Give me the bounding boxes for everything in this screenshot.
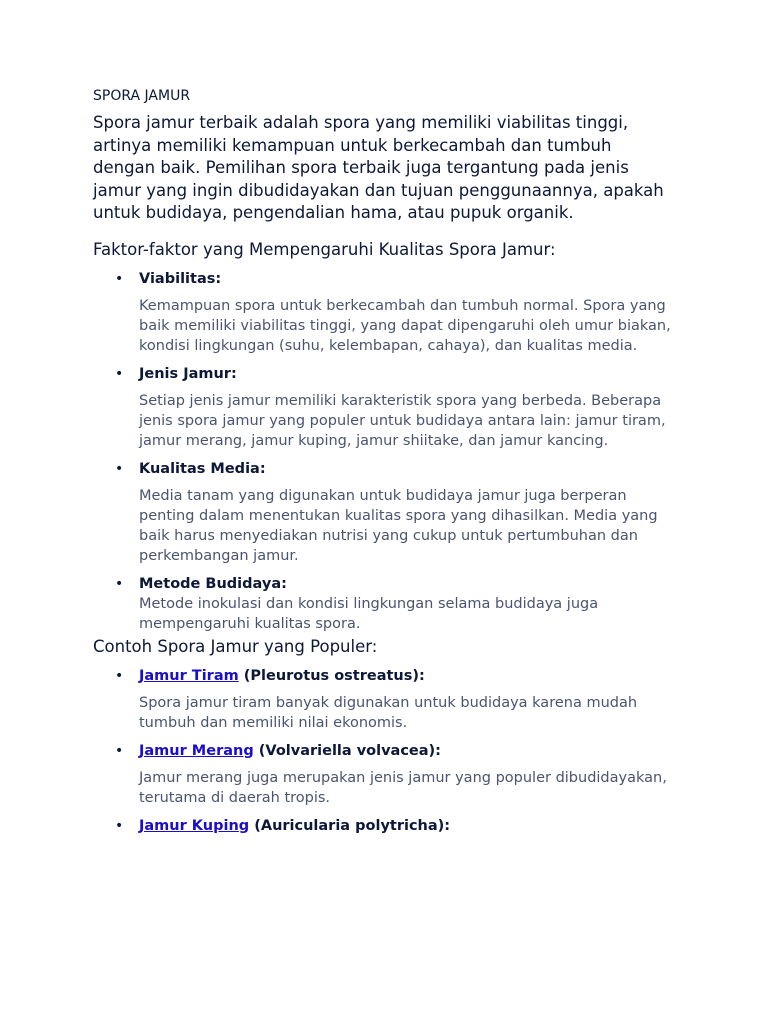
list-item: [93, 459, 673, 566]
examples-heading: Contoh Spora Jamur yang Populer:: [93, 636, 378, 656]
list-item: [93, 269, 673, 356]
factor-title: Kualitas Media:: [139, 460, 266, 477]
bullet-icon: •: [115, 742, 124, 759]
example-description: Jamur merang juga merupakan jenis jamur yang populer dibudidayakan, terutama di daerah tropis.: [139, 769, 667, 806]
factor-description: Kemampuan spora untuk berkecambah dan tumbuh normal. Spora yang baik memiliki viabilitas tinggi, yang dapat dipengaruhi oleh umur biakan, kondisi lingkungan (suhu, kelembapan, cahaya), dan kualitas media.: [139, 297, 671, 354]
factor-title: Viabilitas:: [139, 270, 222, 287]
list-item: [93, 741, 673, 808]
jamur-merang-link[interactable]: Jamur Merang: [139, 742, 254, 759]
example-title: [139, 741, 673, 761]
list-item: [93, 666, 673, 733]
example-description: Spora jamur tiram banyak digunakan untuk budidaya karena mudah tumbuh dan memiliki nilai ekonomis.: [139, 694, 638, 731]
list-item: [93, 574, 673, 634]
bullet-icon: •: [115, 270, 124, 287]
bullet-icon: •: [115, 365, 124, 382]
list-item: [93, 816, 673, 836]
bullet-icon: •: [115, 575, 124, 592]
latin-name: (Volvariella volvacea):: [253, 742, 441, 759]
bullet-icon: •: [115, 460, 124, 477]
list-item: [93, 364, 673, 451]
latin-name: (Pleurotus ostreatus):: [238, 667, 425, 684]
bullet-icon: •: [115, 667, 124, 684]
page-title: SPORA JAMUR: [93, 88, 191, 104]
jamur-tiram-link[interactable]: Jamur Tiram: [139, 667, 239, 684]
factor-description: Media tanam yang digunakan untuk budidaya jamur juga berperan penting dalam menentukan kualitas spora yang dihasilkan. Media yang baik harus menyediakan nutrisi yang cukup untuk pertumbuhan dan perkembangan jamur.: [139, 487, 658, 564]
document-page: [93, 86, 673, 836]
bullet-icon: •: [115, 817, 124, 834]
examples-list: [93, 666, 673, 836]
factor-title: Metode Budidaya:: [139, 575, 287, 592]
intro-paragraph: Spora jamur terbaik adalah spora yang memiliki viabilitas tinggi, artinya memiliki kemampuan untuk berkecambah dan tumbuh dengan baik. Pemilihan spora terbaik juga tergantung pada jenis jamur yang ingin dibudidayakan dan tujuan penggunaannya, apakah untuk budidaya, pengendalian hama, atau pupuk organik.: [93, 113, 664, 222]
factors-list: [93, 269, 673, 634]
example-title: [139, 816, 673, 836]
factor-title: Jenis Jamur:: [139, 365, 237, 382]
example-title: [139, 666, 673, 686]
factors-heading: Faktor-faktor yang Mempengaruhi Kualitas Spora Jamur:: [93, 239, 556, 259]
jamur-kuping-link[interactable]: Jamur Kuping: [139, 817, 250, 834]
factor-description: Setiap jenis jamur memiliki karakteristik spora yang berbeda. Beberapa jenis spora jamur yang populer untuk budidaya antara lain: jamur tiram, jamur merang, jamur kuping, jamur shiitake, dan jamur kancing.: [139, 392, 666, 449]
factor-description: Metode inokulasi dan kondisi lingkungan selama budidaya juga mempengaruhi kualitas spora.: [139, 595, 599, 632]
latin-name: (Auricularia polytricha):: [249, 817, 451, 834]
